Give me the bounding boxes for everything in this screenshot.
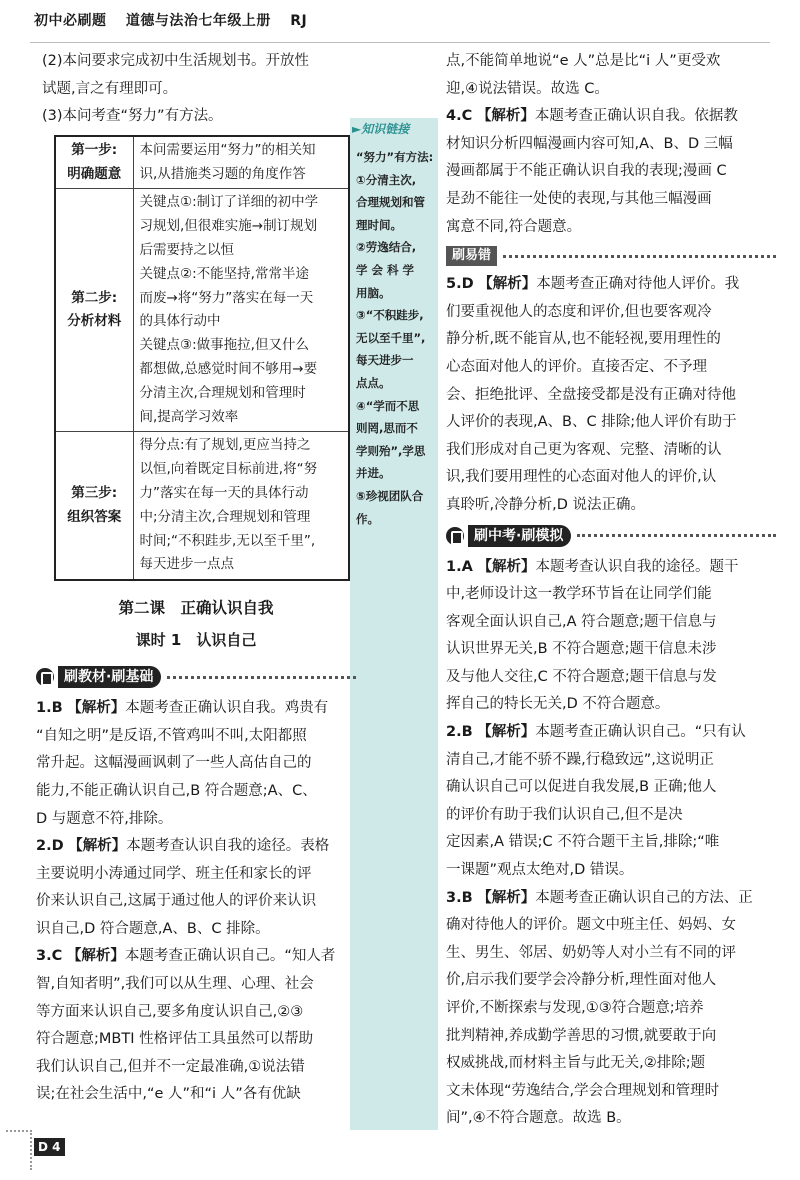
answer-line: [446, 719, 776, 747]
content-cell: [133, 432, 349, 580]
content-cell: [133, 189, 349, 432]
answer-choice: C: [51, 948, 63, 965]
sidebar-title: ►知识链接: [352, 122, 410, 136]
answer-text: 本题考查正确对待他人评价。我: [536, 276, 740, 293]
table-row: [55, 189, 349, 432]
sidebar-line: ②劳逸结合,: [356, 240, 417, 255]
section-banner-mistakes: [446, 245, 776, 267]
analysis-tag: 【解析】: [477, 558, 536, 575]
answer-line: 清自己,才能不骄不躁,行稳致远”,这说明正: [446, 751, 714, 768]
question-item: [446, 271, 776, 519]
answer-line: 挥自己的特长无关,D 不符合题意。: [446, 696, 670, 713]
answer-text: 本题考查认识自我的途径。题干: [535, 558, 739, 575]
answer-line: 价,启示我们要学会冷静分析,理性面对他人: [446, 972, 717, 989]
answer-line: 批判精神,养成勤学善思的习惯,就要敢于向: [446, 1027, 717, 1044]
answer-choice: D: [51, 838, 64, 855]
answer-line: 客观全面认识自己,A 符合题意;题干信息与: [446, 613, 717, 630]
answer-line: D 与题意不符,排除。: [36, 810, 173, 827]
steps-table: [54, 135, 350, 581]
answer-choice: D: [461, 276, 474, 293]
analysis-tag: 【解析】: [66, 948, 125, 965]
content-line: 关键点③:做事拖拉,但又什么: [139, 337, 309, 354]
lesson-title: 第二课 正确认识自我: [118, 599, 274, 618]
step-label: 第三步:: [71, 484, 118, 501]
answer-line: 定因素,A 错误;C 不符合题干主旨,排除;“唯: [446, 834, 720, 851]
question-number: 1.: [446, 558, 462, 575]
answer-line: 点,不能简单地说“e 人”总是比“i 人”更受欢: [446, 53, 721, 69]
content-cell: [133, 136, 349, 189]
dotted-rule: [167, 676, 356, 679]
answer-choice: A: [461, 558, 473, 575]
content-line: 关键点①:制订了详细的初中学: [139, 194, 319, 211]
answer-line: 人评价的表现,A、B、C 排除;他人评价有助于: [446, 414, 737, 431]
step-label: 组织答案: [67, 508, 122, 525]
answer-line: 的评价有助于我们认识自己,但不是决: [446, 806, 683, 823]
answer-line: 识自己,D 符合题意,A、B、C 排除。: [36, 920, 270, 937]
answer-line: “自知之明”是反语,不管鸡叫不叫,太阳都照: [36, 727, 307, 744]
content-line: 本问需要运用“努力”的相关知: [139, 141, 316, 158]
mistake-label: 刷易错: [446, 246, 497, 266]
analysis-tag: 【解析】: [68, 838, 127, 855]
answer-line: 寓意不同,符合题意。: [446, 218, 582, 235]
step-label: 明确题意: [67, 165, 122, 182]
answer-line: 会、拒绝批评、全盘接受都是没有正确对待他: [446, 386, 736, 403]
banner-label: 刷中考·刷模拟: [468, 525, 571, 547]
sidebar-line: 合理规划和管: [356, 195, 425, 210]
sidebar-line: 则罔,思而不: [356, 421, 418, 436]
series-title: 初中必刷题: [34, 13, 107, 29]
question-number: 3.: [36, 948, 52, 965]
content-line: 中;分清主次,合理规划和管理: [139, 508, 311, 525]
answer-line: 生、男生、邻居、奶奶等人对小兰有不同的评: [446, 944, 736, 961]
answer-line: 能力,不能正确认识自己,B 符合题意;A、C、: [36, 782, 317, 799]
question-number: 5.: [446, 276, 462, 293]
sidebar-line: 每天进步一: [356, 353, 414, 368]
page-number: D 4: [34, 1138, 65, 1156]
answer-line: 等方面来认识自己,要多角度认识自己,②③: [36, 1003, 304, 1020]
answer-line: [446, 885, 776, 913]
content-line: 间,提高学习效率: [139, 408, 239, 425]
answer-choice: B: [51, 700, 63, 717]
question-number: 2.: [446, 724, 462, 741]
answer-line: 及与他人交往,C 不符合题意;题干信息与发: [446, 668, 717, 685]
answer-line: [36, 943, 356, 971]
answer-line: 试题,言之有理即可。: [42, 80, 178, 97]
question-item: [446, 554, 776, 720]
answer-line: 误;在社会生活中,“e 人”和“i 人”各有优缺: [36, 1086, 301, 1103]
content-line: 的具体行动中: [139, 313, 221, 330]
answer-line: 常升起。这幅漫画讽刺了一些人高估自己的: [36, 755, 312, 772]
answer-line: 一课题”观点太绝对,D 错误。: [446, 862, 634, 879]
table-row: [55, 136, 349, 189]
answer-line: 我们形成对自己更为客观、完整、清晰的认: [446, 441, 722, 458]
question-item: [446, 885, 776, 1133]
answer-line: 我们认识自己,但并不一定最准确,①说法错: [36, 1058, 305, 1075]
answer-text: 本题考查正确认识自己的方法、正: [535, 889, 753, 906]
sidebar-line: “努力”有方法:: [356, 150, 434, 164]
answer-line: 价来认识自己,这属于通过他人的评价来认识: [36, 893, 317, 910]
sidebar-line: ⑤珍视团队合: [356, 488, 424, 503]
answer-line: 评价,不断探索与发现,①③符合题意;培养: [446, 1000, 704, 1016]
content-line: 每天进步一点点: [139, 556, 234, 573]
dotted-rule: [577, 534, 776, 537]
analysis-tag: 【解析】: [478, 276, 537, 293]
answer-line: 真聆听,冷静分析,D 说法正确。: [446, 496, 645, 513]
answer-line: [446, 103, 776, 131]
answer-choice: C: [461, 108, 473, 125]
brush-icon: [446, 527, 464, 545]
answer-line: (2)本问要求完成初中生活规划书。开放性: [42, 53, 310, 69]
step-label: 第一步:: [71, 141, 118, 158]
analysis-tag: 【解析】: [476, 108, 535, 125]
answer-line: 迎,④说法错误。故选 C。: [446, 80, 609, 97]
subject-title: 道德与法治七年级上册: [125, 13, 271, 29]
question-item: [36, 833, 356, 943]
answer-line: 认识世界无关,B 不符合题意;题干信息未涉: [446, 641, 717, 658]
header-rule: [30, 42, 770, 43]
sidebar-line: ③“不积跬步,: [356, 308, 424, 323]
edition-label: RJ: [290, 13, 308, 29]
step-cell: [55, 432, 133, 580]
answer-line: [446, 271, 776, 299]
sidebar-line: 学则殆”,学思: [356, 443, 426, 458]
answer-line: [446, 554, 776, 582]
content-line: 以恒,向着既定目标前进,将“努: [139, 461, 318, 478]
answer-line: 识,我们要用理性的心态面对他人的评价,认: [446, 469, 717, 486]
step-label: 第二步:: [71, 289, 118, 306]
answer-line: 静分析,既不能盲从,也不能轻视,要用理性的: [446, 331, 721, 348]
question-item: [446, 103, 776, 241]
answer-line: 漫画都属于不能正确认识自我的表现;漫画 C: [446, 163, 727, 180]
answer-line: 权威挑战,而材料主旨与此无关,②排除;题: [446, 1055, 706, 1072]
answer-choice: B: [461, 724, 473, 741]
sidebar-line: 理时间。: [356, 217, 402, 232]
continuation-text: [446, 48, 776, 103]
step-label: 分析材料: [67, 313, 122, 330]
sidebar-text: [356, 146, 438, 530]
step-cell: [55, 189, 133, 432]
section-banner-exam: [446, 524, 776, 548]
answer-line: [36, 695, 356, 723]
content-line: 分清主次,合理规划和管理时: [139, 384, 306, 401]
right-column: [446, 48, 776, 1133]
answer-line: 材知识分析四幅漫画内容可知,A、B、D 三幅: [446, 135, 733, 152]
content-line: 都想做,总感觉时间不够用→要: [139, 360, 318, 377]
content-line: 后需要持之以恒: [139, 241, 234, 258]
question-item: [36, 943, 356, 1109]
answer-line: [36, 833, 356, 861]
question-item: [446, 719, 776, 885]
question-list: [36, 695, 356, 1109]
answer-text: 本题考查正确认识自己。“知人者: [124, 948, 336, 965]
question-item: [36, 695, 356, 833]
question-item: [446, 271, 776, 519]
question-number: 2.: [36, 838, 52, 855]
table-row: [55, 432, 349, 580]
sidebar-line: ④“学而不思: [356, 398, 420, 413]
answer-line: 符合题意;MBTI 性格评估工具虽然可以帮助: [36, 1031, 314, 1048]
step-cell: [55, 136, 133, 189]
answer-line: 确认识自己可以促进自我发展,B 正确;他人: [446, 779, 717, 796]
sidebar-line: 作。: [356, 511, 379, 526]
question-number: 4.: [446, 108, 462, 125]
answer-text: 本题考查认识自我的途径。表格: [126, 838, 330, 855]
section-banner-textbook: [36, 665, 356, 689]
sidebar-line: 点点。: [356, 375, 391, 390]
analysis-tag: 【解析】: [477, 889, 536, 906]
analysis-tag: 【解析】: [477, 724, 536, 741]
answer-line: 心态面对他人的评价。直接否定、不予理: [446, 358, 707, 375]
left-column: [36, 48, 356, 1109]
running-header: [34, 10, 321, 30]
question-number: 3.: [446, 889, 462, 906]
content-line: 习规划,但很难实施→制订规划: [139, 218, 318, 235]
answer-line: 中,老师设计这一教学环节旨在让同学们能: [446, 586, 712, 603]
answer-line: 是劲不能往一处使的表现,与其他三幅漫画: [446, 190, 712, 207]
answer-line: 智,自知者明”,我们可以从生理、心理、社会: [36, 976, 314, 993]
answer-choice: B: [461, 889, 473, 906]
content-line: 时间;“不积跬步,无以至千里”,: [139, 532, 316, 549]
question-number: 1.: [36, 700, 52, 717]
brush-icon: [36, 668, 54, 686]
sidebar-line: 学 会 科 学: [356, 262, 415, 277]
answer-line: 文未体现“劳逸结合,学会合理规划和管理时: [446, 1082, 720, 1099]
sidebar-line: ①分清主次,: [356, 172, 417, 187]
content-line: 关键点②:不能坚持,常常半途: [139, 265, 309, 282]
answer-text: 本题考查正确认识自己。“只有认: [535, 724, 746, 741]
content-line: 识,从措施类习题的角度作答: [139, 165, 306, 182]
dotted-rule: [503, 255, 776, 258]
sidebar-line: 用脑。: [356, 285, 391, 300]
content-line: 力”落实在每一天的具体行动: [139, 484, 309, 501]
sidebar-line: 并进。: [356, 466, 391, 481]
answer-line: 主要说明小涛通过同学、班主任和家长的评: [36, 865, 312, 882]
period-title: 课时 1 认识自己: [135, 631, 257, 650]
sidebar-line: 无以至千里”,: [356, 330, 426, 345]
answer-line: 确对待他人的评价。题文中班主任、妈妈、女: [446, 917, 736, 934]
analysis-tag: 【解析】: [67, 700, 126, 717]
question-list: [446, 554, 776, 1133]
content-line: 得分点:有了规划,更应当持之: [139, 437, 311, 454]
answer-text: 本题考查正确认识自我。依据教: [534, 108, 738, 125]
question-item: [446, 103, 776, 241]
answer-line: (3)本问考查“努力”有方法。: [42, 108, 223, 125]
footer-decoration: [6, 1130, 32, 1170]
content-line: 而废→将“努力”落实在每一天: [139, 289, 314, 306]
answer-line: 间”,④不符合题意。故选 B。: [446, 1110, 631, 1127]
answer-line: 们要重视他人的态度和评价,但也要客观冷: [446, 303, 712, 320]
answer-intro: [36, 48, 356, 131]
banner-label: 刷教材·刷基础: [58, 666, 161, 688]
answer-text: 本题考查正确认识自我。鸡贵有: [125, 700, 329, 717]
